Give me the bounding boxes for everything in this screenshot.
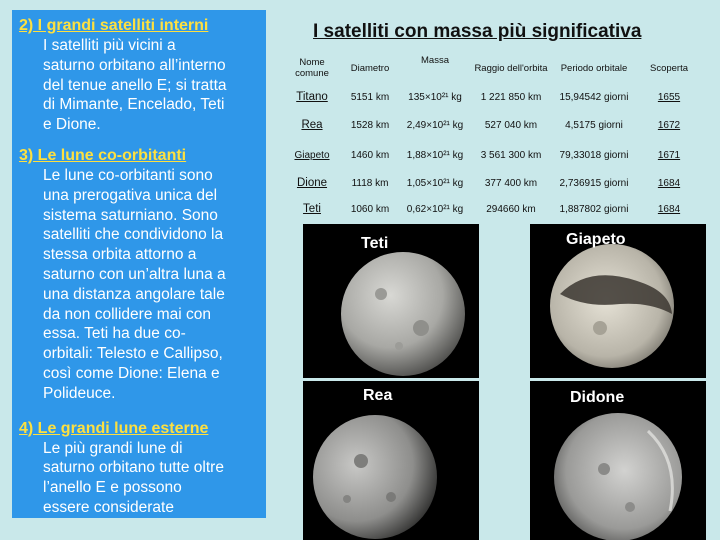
left-text-panel	[12, 10, 266, 518]
page-title: I satelliti con massa più significativa	[313, 21, 642, 42]
cell-orbit-radius: 1 221 850 km	[480, 91, 542, 103]
photo-didone	[530, 381, 706, 540]
photo-label: Didone	[570, 389, 625, 406]
column-header: Diametro	[350, 62, 390, 74]
photo-label: Teti	[361, 235, 389, 252]
cell-diameter: 1460 km	[350, 149, 390, 161]
column-header: Scoperta	[649, 62, 689, 74]
cell-orbit-radius: 527 040 km	[484, 119, 538, 131]
text-line: sistema saturniano. Sono	[43, 206, 218, 224]
photo-teti	[303, 224, 479, 378]
table-row	[283, 86, 701, 108]
cell-orbital-period: 1,887802 giorni	[559, 203, 629, 215]
photo-label: Rea	[363, 387, 393, 404]
table-row	[283, 142, 701, 168]
cell-discovery: 1655	[657, 91, 681, 103]
section-body	[12, 166, 266, 404]
cell-mass: 1,88×10²¹ kg	[406, 149, 464, 161]
section-title: 2) I grandi satelliti interni	[19, 17, 209, 34]
cell-orbit-radius: 377 400 km	[484, 177, 538, 189]
cell-discovery: 1672	[657, 119, 681, 131]
moon-teti-image	[303, 224, 479, 378]
text-line: Le lune co-orbitanti sono	[43, 166, 213, 184]
section-title: 4) Le grandi lune esterne	[19, 419, 209, 437]
text-line: stessa orbita attorno a	[43, 246, 197, 264]
cell-diameter: 5151 km	[350, 91, 390, 103]
cell-orbital-period: 15,94542 giorni	[559, 91, 629, 103]
text-line: una distanza angolare tale	[43, 285, 225, 303]
section-coorbital-moons	[12, 146, 266, 404]
cell-mass: 0,62×10²¹ kg	[406, 203, 464, 215]
text-line: Le più grandi lune di	[43, 439, 183, 457]
cell-orbital-period: 2,736915 giorni	[559, 177, 629, 189]
satellites-table	[283, 50, 701, 220]
text-line: saturno orbitano tutte oltre	[43, 459, 224, 477]
text-line: saturno orbitano all’interno	[43, 56, 226, 74]
section-title: 3) Le lune co-orbitanti	[19, 146, 187, 164]
photo-label: Giapeto	[566, 231, 626, 248]
section-body	[12, 439, 266, 518]
cell-name: Giapeto	[294, 149, 330, 161]
cell-orbit-radius: 3 561 300 km	[480, 149, 542, 161]
text-line: di Mimante, Encelado, Teti	[43, 96, 225, 114]
section-body	[12, 36, 266, 135]
cell-diameter: 1060 km	[350, 203, 390, 215]
cell-discovery: 1684	[657, 203, 681, 215]
column-header: Massa	[421, 55, 449, 66]
cell-orbital-period: 4,5175 giorni	[565, 119, 623, 131]
section-outer-moons	[12, 419, 266, 518]
text-line: l’anello E e possono	[43, 479, 182, 497]
column-header: Nome comune	[295, 57, 329, 79]
cell-diameter: 1118 km	[351, 177, 389, 189]
cell-orbit-radius: 294660 km	[486, 203, 536, 215]
cell-mass: 135×10²¹ kg	[408, 91, 462, 103]
text-line: essa. Teti ha due co-	[43, 325, 186, 343]
text-line: I satelliti più vicini a	[43, 37, 176, 54]
cell-mass: 2,49×10²¹ kg	[406, 119, 464, 131]
cell-diameter: 1528 km	[350, 119, 390, 131]
table-header-row	[283, 50, 701, 86]
cell-orbital-period: 79,33018 giorni	[559, 149, 629, 161]
cell-discovery: 1671	[657, 149, 681, 161]
cell-name: Dione	[296, 177, 328, 189]
section-inner-satellites	[12, 16, 266, 135]
cell-mass: 1,05×10²¹ kg	[406, 177, 464, 189]
text-line: una prerogativa unica del	[43, 186, 218, 204]
photo-rea	[303, 381, 479, 540]
text-line: del tenue anello E; si tratta	[43, 76, 227, 94]
table-row	[283, 168, 701, 198]
column-header: Periodo orbitale	[560, 62, 628, 74]
photo-giapeto	[530, 224, 706, 378]
cell-name: Teti	[303, 203, 321, 215]
text-line: orbitali: Telesto e Callipso,	[43, 345, 223, 363]
cell-discovery: 1684	[657, 177, 681, 189]
table-row	[283, 108, 701, 142]
text-line: satelliti che condividono la	[43, 226, 224, 244]
text-line: e Dione.	[43, 116, 101, 134]
cell-name: Rea	[301, 119, 323, 131]
column-header: Raggio dell'orbita	[474, 62, 548, 74]
text-line: da non collidere mai con	[43, 305, 212, 323]
cell-name: Titano	[296, 91, 328, 103]
text-line: così come Dione: Elena e	[43, 364, 220, 382]
table-row	[283, 198, 701, 220]
text-line: saturno con un’altra luna a	[43, 265, 226, 283]
text-line: essere considerate	[43, 498, 174, 516]
text-line: Polideuce.	[43, 384, 116, 402]
